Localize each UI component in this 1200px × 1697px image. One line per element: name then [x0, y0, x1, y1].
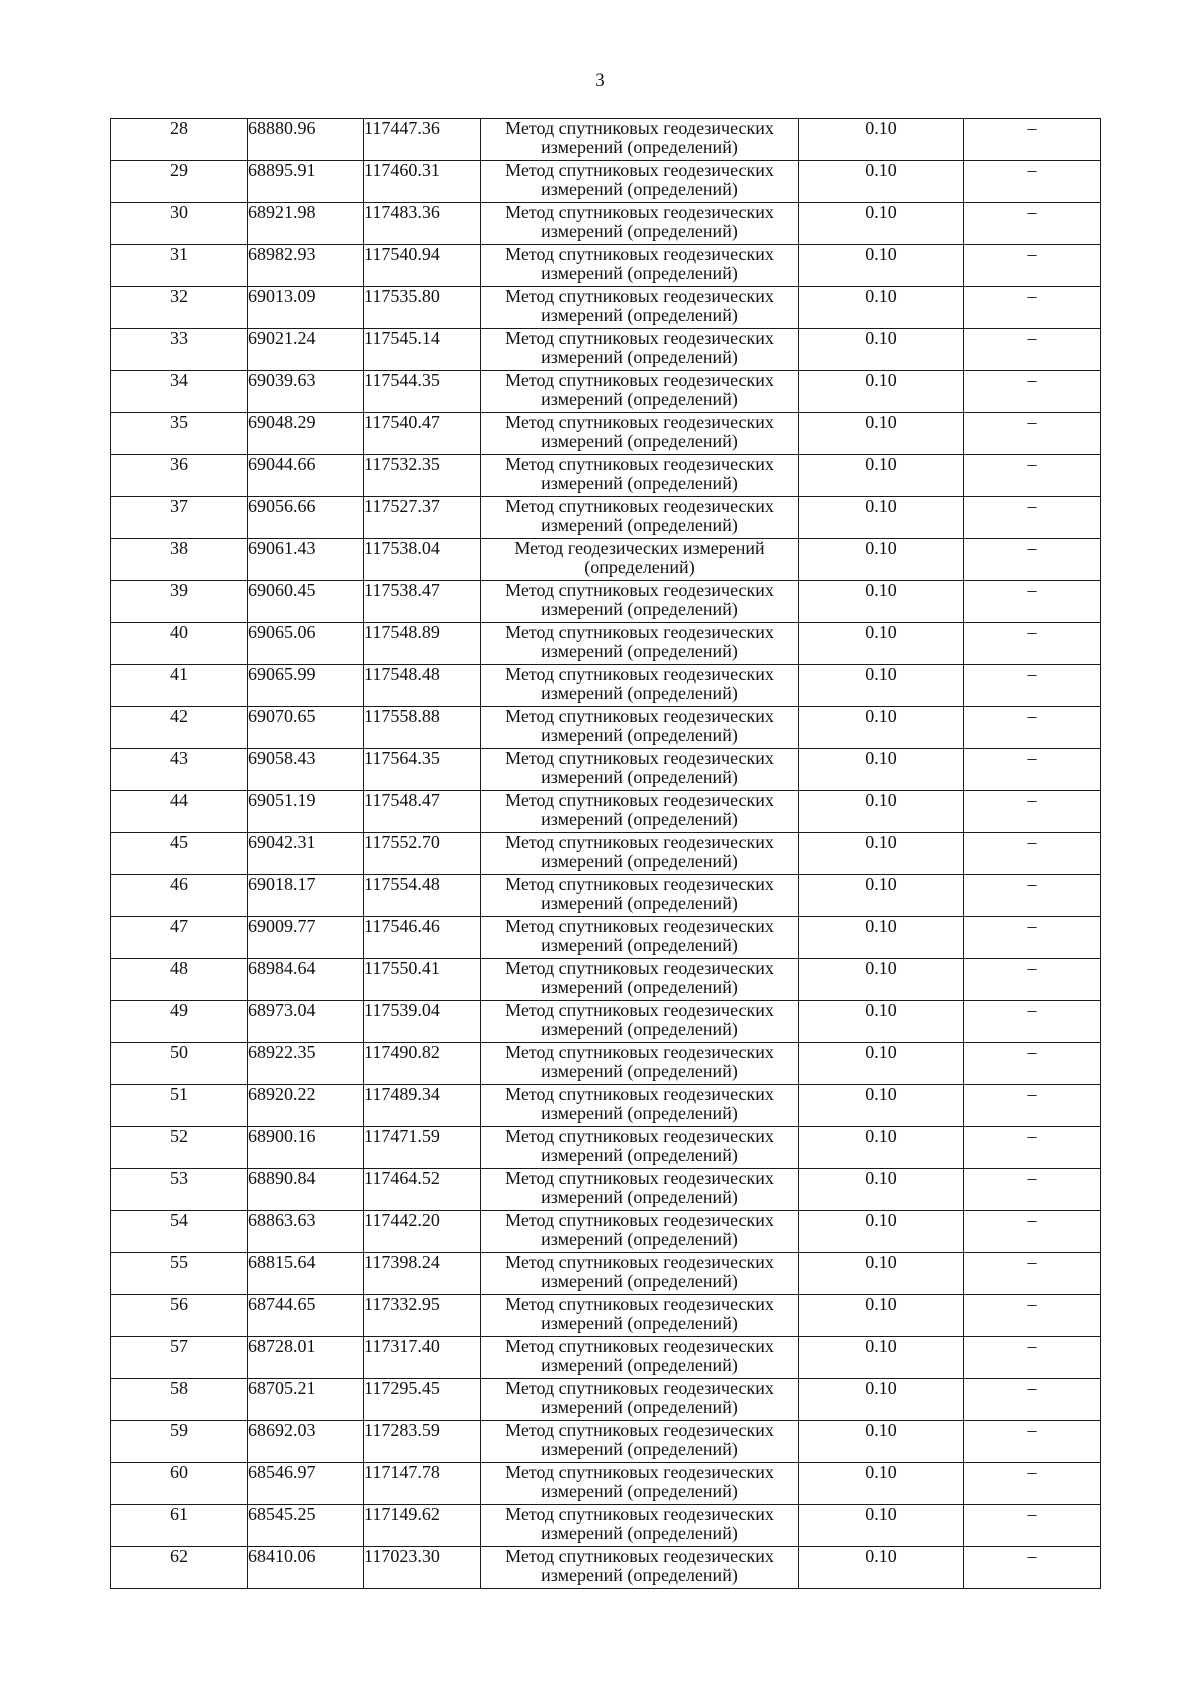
accuracy-cell: 0.10: [799, 245, 964, 287]
accuracy-cell: 0.10: [799, 539, 964, 581]
y-coordinate-cell: 117442.20: [364, 1211, 481, 1253]
x-coordinate-cell: 69065.06: [248, 623, 364, 665]
x-coordinate-cell: 68900.16: [248, 1127, 364, 1169]
table-row: [111, 1505, 1101, 1547]
note-cell: –: [964, 1127, 1101, 1169]
note-cell: –: [964, 959, 1101, 1001]
accuracy-cell: 0.10: [799, 1547, 964, 1589]
table-row: [111, 1379, 1101, 1421]
method-cell: Метод спутниковых геодезических измерений (определений): [481, 1169, 799, 1211]
table-row: [111, 161, 1101, 203]
method-cell: Метод спутниковых геодезических измерений (определений): [481, 1547, 799, 1589]
y-coordinate-cell: 117546.46: [364, 917, 481, 959]
note-cell: –: [964, 161, 1101, 203]
x-coordinate-cell: 69056.66: [248, 497, 364, 539]
note-cell: –: [964, 749, 1101, 791]
point-number-cell: 49: [111, 1001, 248, 1043]
y-coordinate-cell: 117295.45: [364, 1379, 481, 1421]
note-cell: –: [964, 581, 1101, 623]
x-coordinate-cell: 68920.22: [248, 1085, 364, 1127]
method-cell: Метод спутниковых геодезических измерений (определений): [481, 1379, 799, 1421]
point-number-cell: 37: [111, 497, 248, 539]
table-row: [111, 959, 1101, 1001]
method-cell: Метод спутниковых геодезических измерений (определений): [481, 1295, 799, 1337]
note-cell: –: [964, 119, 1101, 161]
y-coordinate-cell: 117548.48: [364, 665, 481, 707]
x-coordinate-cell: 68984.64: [248, 959, 364, 1001]
x-coordinate-cell: 69018.17: [248, 875, 364, 917]
y-coordinate-cell: 117554.48: [364, 875, 481, 917]
y-coordinate-cell: 117490.82: [364, 1043, 481, 1085]
table-row: [111, 1211, 1101, 1253]
table-row: [111, 791, 1101, 833]
note-cell: –: [964, 1505, 1101, 1547]
point-number-cell: 35: [111, 413, 248, 455]
table-row: [111, 539, 1101, 581]
method-cell: Метод спутниковых геодезических измерений (определений): [481, 707, 799, 749]
accuracy-cell: 0.10: [799, 707, 964, 749]
point-number-cell: 40: [111, 623, 248, 665]
note-cell: –: [964, 917, 1101, 959]
point-number-cell: 61: [111, 1505, 248, 1547]
accuracy-cell: 0.10: [799, 1337, 964, 1379]
accuracy-cell: 0.10: [799, 287, 964, 329]
y-coordinate-cell: 117552.70: [364, 833, 481, 875]
point-number-cell: 33: [111, 329, 248, 371]
y-coordinate-cell: 117540.94: [364, 245, 481, 287]
note-cell: –: [964, 1085, 1101, 1127]
x-coordinate-cell: 68815.64: [248, 1253, 364, 1295]
point-number-cell: 28: [111, 119, 248, 161]
x-coordinate-cell: 69065.99: [248, 665, 364, 707]
point-number-cell: 62: [111, 1547, 248, 1589]
method-cell: Метод геодезических измерений (определений): [481, 539, 799, 581]
table-row: [111, 875, 1101, 917]
method-cell: Метод спутниковых геодезических измерений (определений): [481, 665, 799, 707]
note-cell: –: [964, 1463, 1101, 1505]
y-coordinate-cell: 117527.37: [364, 497, 481, 539]
accuracy-cell: 0.10: [799, 581, 964, 623]
method-cell: Метод спутниковых геодезических измерений (определений): [481, 1043, 799, 1085]
x-coordinate-cell: 69042.31: [248, 833, 364, 875]
x-coordinate-cell: 69021.24: [248, 329, 364, 371]
point-number-cell: 50: [111, 1043, 248, 1085]
y-coordinate-cell: 117538.47: [364, 581, 481, 623]
point-number-cell: 29: [111, 161, 248, 203]
table-row: [111, 413, 1101, 455]
accuracy-cell: 0.10: [799, 497, 964, 539]
method-cell: Метод спутниковых геодезических измерений (определений): [481, 1421, 799, 1463]
note-cell: –: [964, 791, 1101, 833]
note-cell: –: [964, 287, 1101, 329]
method-cell: Метод спутниковых геодезических измерений (определений): [481, 791, 799, 833]
method-cell: Метод спутниковых геодезических измерений (определений): [481, 1463, 799, 1505]
x-coordinate-cell: 68546.97: [248, 1463, 364, 1505]
accuracy-cell: 0.10: [799, 1127, 964, 1169]
accuracy-cell: 0.10: [799, 1001, 964, 1043]
note-cell: –: [964, 1337, 1101, 1379]
point-number-cell: 58: [111, 1379, 248, 1421]
point-number-cell: 42: [111, 707, 248, 749]
accuracy-cell: 0.10: [799, 455, 964, 497]
y-coordinate-cell: 117332.95: [364, 1295, 481, 1337]
note-cell: –: [964, 203, 1101, 245]
y-coordinate-cell: 117489.34: [364, 1085, 481, 1127]
y-coordinate-cell: 117538.04: [364, 539, 481, 581]
y-coordinate-cell: 117545.14: [364, 329, 481, 371]
table-row: [111, 623, 1101, 665]
method-cell: Метод спутниковых геодезических измерений (определений): [481, 1337, 799, 1379]
note-cell: –: [964, 1253, 1101, 1295]
y-coordinate-cell: 117544.35: [364, 371, 481, 413]
x-coordinate-cell: 68973.04: [248, 1001, 364, 1043]
y-coordinate-cell: 117532.35: [364, 455, 481, 497]
note-cell: –: [964, 245, 1101, 287]
accuracy-cell: 0.10: [799, 203, 964, 245]
x-coordinate-cell: 69048.29: [248, 413, 364, 455]
table-row: [111, 1547, 1101, 1589]
table-row: [111, 245, 1101, 287]
y-coordinate-cell: 117147.78: [364, 1463, 481, 1505]
table-row: [111, 1127, 1101, 1169]
y-coordinate-cell: 117447.36: [364, 119, 481, 161]
accuracy-cell: 0.10: [799, 1169, 964, 1211]
method-cell: Метод спутниковых геодезических измерений (определений): [481, 959, 799, 1001]
accuracy-cell: 0.10: [799, 917, 964, 959]
note-cell: –: [964, 707, 1101, 749]
y-coordinate-cell: 117539.04: [364, 1001, 481, 1043]
accuracy-cell: 0.10: [799, 749, 964, 791]
point-number-cell: 44: [111, 791, 248, 833]
method-cell: Метод спутниковых геодезических измерений (определений): [481, 1253, 799, 1295]
table-row: [111, 1085, 1101, 1127]
note-cell: –: [964, 1001, 1101, 1043]
point-number-cell: 38: [111, 539, 248, 581]
x-coordinate-cell: 68705.21: [248, 1379, 364, 1421]
method-cell: Метод спутниковых геодезических измерений (определений): [481, 329, 799, 371]
table-row: [111, 1169, 1101, 1211]
accuracy-cell: 0.10: [799, 329, 964, 371]
point-number-cell: 53: [111, 1169, 248, 1211]
table-row: [111, 581, 1101, 623]
accuracy-cell: 0.10: [799, 791, 964, 833]
table-row: [111, 497, 1101, 539]
method-cell: Метод спутниковых геодезических измерений (определений): [481, 749, 799, 791]
point-number-cell: 46: [111, 875, 248, 917]
method-cell: Метод спутниковых геодезических измерений (определений): [481, 371, 799, 413]
x-coordinate-cell: 69013.09: [248, 287, 364, 329]
accuracy-cell: 0.10: [799, 833, 964, 875]
x-coordinate-cell: 69044.66: [248, 455, 364, 497]
page-number: 3: [595, 70, 605, 91]
note-cell: –: [964, 833, 1101, 875]
y-coordinate-cell: 117149.62: [364, 1505, 481, 1547]
method-cell: Метод спутниковых геодезических измерений (определений): [481, 1211, 799, 1253]
note-cell: –: [964, 1211, 1101, 1253]
x-coordinate-cell: 68890.84: [248, 1169, 364, 1211]
x-coordinate-cell: 68922.35: [248, 1043, 364, 1085]
accuracy-cell: 0.10: [799, 1043, 964, 1085]
x-coordinate-cell: 68982.93: [248, 245, 364, 287]
point-number-cell: 32: [111, 287, 248, 329]
point-number-cell: 39: [111, 581, 248, 623]
y-coordinate-cell: 117023.30: [364, 1547, 481, 1589]
x-coordinate-cell: 68744.65: [248, 1295, 364, 1337]
x-coordinate-cell: 69070.65: [248, 707, 364, 749]
method-cell: Метод спутниковых геодезических измерений (определений): [481, 413, 799, 455]
point-number-cell: 30: [111, 203, 248, 245]
table-row: [111, 833, 1101, 875]
table-row: [111, 665, 1101, 707]
method-cell: Метод спутниковых геодезических измерений (определений): [481, 917, 799, 959]
accuracy-cell: 0.10: [799, 959, 964, 1001]
method-cell: Метод спутниковых геодезических измерений (определений): [481, 875, 799, 917]
point-number-cell: 31: [111, 245, 248, 287]
table-row: [111, 1043, 1101, 1085]
point-number-cell: 45: [111, 833, 248, 875]
point-number-cell: 47: [111, 917, 248, 959]
x-coordinate-cell: 69009.77: [248, 917, 364, 959]
method-cell: Метод спутниковых геодезических измерений (определений): [481, 1505, 799, 1547]
coordinates-table-body: [111, 119, 1101, 1589]
x-coordinate-cell: 68863.63: [248, 1211, 364, 1253]
note-cell: –: [964, 329, 1101, 371]
y-coordinate-cell: 117535.80: [364, 287, 481, 329]
table-row: [111, 749, 1101, 791]
accuracy-cell: 0.10: [799, 1421, 964, 1463]
x-coordinate-cell: 69061.43: [248, 539, 364, 581]
accuracy-cell: 0.10: [799, 1253, 964, 1295]
accuracy-cell: 0.10: [799, 161, 964, 203]
note-cell: –: [964, 497, 1101, 539]
accuracy-cell: 0.10: [799, 1085, 964, 1127]
method-cell: Метод спутниковых геодезических измерений (определений): [481, 581, 799, 623]
note-cell: –: [964, 1421, 1101, 1463]
x-coordinate-cell: 69039.63: [248, 371, 364, 413]
method-cell: Метод спутниковых геодезических измерений (определений): [481, 119, 799, 161]
x-coordinate-cell: 68921.98: [248, 203, 364, 245]
accuracy-cell: 0.10: [799, 1295, 964, 1337]
method-cell: Метод спутниковых геодезических измерений (определений): [481, 833, 799, 875]
method-cell: Метод спутниковых геодезических измерений (определений): [481, 287, 799, 329]
table-row: [111, 371, 1101, 413]
accuracy-cell: 0.10: [799, 1505, 964, 1547]
table-row: [111, 917, 1101, 959]
y-coordinate-cell: 117283.59: [364, 1421, 481, 1463]
accuracy-cell: 0.10: [799, 665, 964, 707]
accuracy-cell: 0.10: [799, 875, 964, 917]
point-number-cell: 55: [111, 1253, 248, 1295]
method-cell: Метод спутниковых геодезических измерений (определений): [481, 161, 799, 203]
point-number-cell: 36: [111, 455, 248, 497]
method-cell: Метод спутниковых геодезических измерений (определений): [481, 1127, 799, 1169]
y-coordinate-cell: 117550.41: [364, 959, 481, 1001]
accuracy-cell: 0.10: [799, 371, 964, 413]
y-coordinate-cell: 117540.47: [364, 413, 481, 455]
y-coordinate-cell: 117317.40: [364, 1337, 481, 1379]
method-cell: Метод спутниковых геодезических измерений (определений): [481, 455, 799, 497]
y-coordinate-cell: 117564.35: [364, 749, 481, 791]
accuracy-cell: 0.10: [799, 623, 964, 665]
method-cell: Метод спутниковых геодезических измерений (определений): [481, 497, 799, 539]
point-number-cell: 51: [111, 1085, 248, 1127]
table-row: [111, 1337, 1101, 1379]
x-coordinate-cell: 68545.25: [248, 1505, 364, 1547]
method-cell: Метод спутниковых геодезических измерений (определений): [481, 245, 799, 287]
accuracy-cell: 0.10: [799, 119, 964, 161]
coordinates-table: [110, 118, 1101, 1589]
point-number-cell: 56: [111, 1295, 248, 1337]
method-cell: Метод спутниковых геодезических измерений (определений): [481, 623, 799, 665]
y-coordinate-cell: 117460.31: [364, 161, 481, 203]
x-coordinate-cell: 69060.45: [248, 581, 364, 623]
note-cell: –: [964, 1043, 1101, 1085]
note-cell: –: [964, 1379, 1101, 1421]
y-coordinate-cell: 117464.52: [364, 1169, 481, 1211]
note-cell: –: [964, 539, 1101, 581]
point-number-cell: 59: [111, 1421, 248, 1463]
point-number-cell: 34: [111, 371, 248, 413]
note-cell: –: [964, 623, 1101, 665]
table-row: [111, 1463, 1101, 1505]
note-cell: –: [964, 875, 1101, 917]
note-cell: –: [964, 1547, 1101, 1589]
accuracy-cell: 0.10: [799, 1211, 964, 1253]
x-coordinate-cell: 69058.43: [248, 749, 364, 791]
table-row: [111, 203, 1101, 245]
table-row: [111, 287, 1101, 329]
point-number-cell: 41: [111, 665, 248, 707]
x-coordinate-cell: 68692.03: [248, 1421, 364, 1463]
note-cell: –: [964, 1169, 1101, 1211]
x-coordinate-cell: 68895.91: [248, 161, 364, 203]
method-cell: Метод спутниковых геодезических измерений (определений): [481, 1001, 799, 1043]
y-coordinate-cell: 117398.24: [364, 1253, 481, 1295]
point-number-cell: 52: [111, 1127, 248, 1169]
table-row: [111, 1421, 1101, 1463]
table-row: [111, 1253, 1101, 1295]
x-coordinate-cell: 68728.01: [248, 1337, 364, 1379]
accuracy-cell: 0.10: [799, 1379, 964, 1421]
table-row: [111, 455, 1101, 497]
accuracy-cell: 0.10: [799, 413, 964, 455]
point-number-cell: 43: [111, 749, 248, 791]
y-coordinate-cell: 117548.89: [364, 623, 481, 665]
x-coordinate-cell: 69051.19: [248, 791, 364, 833]
y-coordinate-cell: 117471.59: [364, 1127, 481, 1169]
point-number-cell: 60: [111, 1463, 248, 1505]
point-number-cell: 54: [111, 1211, 248, 1253]
x-coordinate-cell: 68410.06: [248, 1547, 364, 1589]
point-number-cell: 48: [111, 959, 248, 1001]
method-cell: Метод спутниковых геодезических измерений (определений): [481, 1085, 799, 1127]
table-row: [111, 1001, 1101, 1043]
point-number-cell: 57: [111, 1337, 248, 1379]
y-coordinate-cell: 117548.47: [364, 791, 481, 833]
table-row: [111, 119, 1101, 161]
note-cell: –: [964, 371, 1101, 413]
y-coordinate-cell: 117558.88: [364, 707, 481, 749]
note-cell: –: [964, 665, 1101, 707]
x-coordinate-cell: 68880.96: [248, 119, 364, 161]
method-cell: Метод спутниковых геодезических измерений (определений): [481, 203, 799, 245]
table-row: [111, 707, 1101, 749]
accuracy-cell: 0.10: [799, 1463, 964, 1505]
note-cell: –: [964, 413, 1101, 455]
note-cell: –: [964, 455, 1101, 497]
table-row: [111, 329, 1101, 371]
note-cell: –: [964, 1295, 1101, 1337]
y-coordinate-cell: 117483.36: [364, 203, 481, 245]
table-row: [111, 1295, 1101, 1337]
